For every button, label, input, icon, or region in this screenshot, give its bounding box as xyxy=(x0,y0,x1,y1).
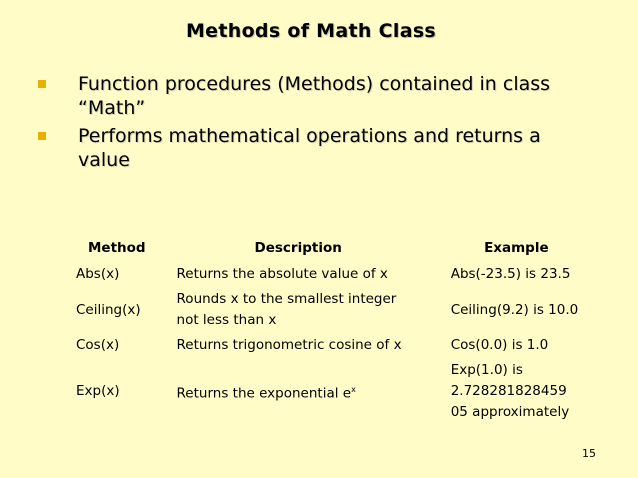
square-bullet-icon xyxy=(38,132,46,140)
description-line: not less than x xyxy=(176,312,277,328)
slide-title xyxy=(0,20,638,42)
description-cell: Returns the absolute value of x xyxy=(176,266,388,282)
slide-title-text: Methods of Math Class xyxy=(185,20,437,42)
bullet-text: Performs mathematical operations and returns a value xyxy=(78,125,541,171)
description-cell xyxy=(169,287,447,333)
table-row xyxy=(66,287,586,333)
table-row xyxy=(66,358,586,425)
square-bullet-icon xyxy=(38,80,46,88)
column-header-description: Description xyxy=(254,240,342,256)
description-cell: Returns trigonometric cosine of x xyxy=(176,337,402,353)
example-cell: Ceiling(9.2) is 10.0 xyxy=(450,301,579,318)
method-cell: Abs(x) xyxy=(76,266,120,282)
table-row xyxy=(66,262,586,287)
example-line: Exp(1.0) is xyxy=(450,362,523,378)
methods-table xyxy=(66,236,586,425)
page-number: 15 xyxy=(582,447,596,460)
example-cell: Abs(-23.5) is 23.5 xyxy=(450,266,571,282)
bullet-item xyxy=(38,124,598,172)
table-header-row xyxy=(66,236,586,262)
bullet-item xyxy=(38,72,598,120)
example-cell: Cos(0.0) is 1.0 xyxy=(450,337,549,353)
example-cell xyxy=(447,358,586,425)
column-header-method: Method xyxy=(88,240,146,256)
column-header-example: Example xyxy=(484,240,549,256)
exponent-text: x xyxy=(351,384,356,394)
method-cell: Cos(x) xyxy=(76,337,120,353)
description-line: Rounds x to the smallest integer xyxy=(176,291,397,307)
bullet-list xyxy=(38,72,598,176)
description-text: Returns the exponential e xyxy=(176,385,352,402)
method-cell: Exp(x) xyxy=(76,383,120,399)
method-cell: Ceiling(x) xyxy=(76,301,141,318)
table-row xyxy=(66,333,586,358)
description-cell xyxy=(169,358,447,425)
example-line: 2.728281828459 xyxy=(450,383,567,399)
example-line: 05 approximately xyxy=(450,404,570,420)
bullet-text: Function procedures (Methods) contained in class “Math” xyxy=(78,73,551,119)
